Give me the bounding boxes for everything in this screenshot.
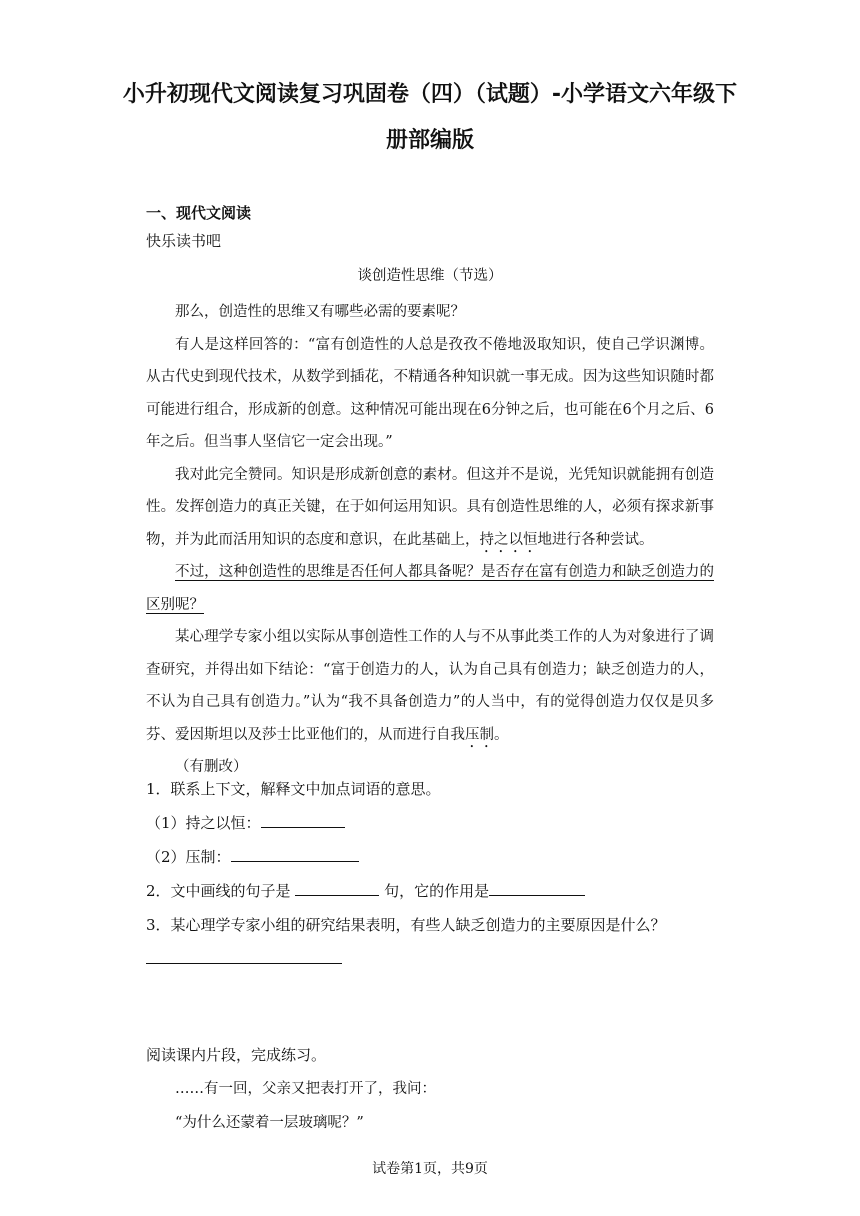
second-passage-intro: 阅读课内片段，完成练习。 [146, 1046, 327, 1064]
article-paragraph-4 [146, 556, 714, 621]
answer-blank-1-1[interactable] [261, 809, 345, 828]
edit-note: （有删改） [175, 759, 248, 775]
question-3: 3．某心理学专家小组的研究结果表明，有些人缺乏创造力的主要原因是什么？ [146, 916, 666, 934]
article-paragraph-2: 有人是这样回答的：“富有创造性的人总是孜孜不倦地汲取知识，使自己学识渊博。从古代史到现代技术，从数学到插花，不精通各种知识就一事无成。因为这些知识随时都可能进行组合，形成新的创意。这种情况可能出现在6分钟之后，也可能在6个月之后、6年之后。但当事人坚信它一定会出现。” [146, 336, 714, 450]
dotted-word-suppress: 压制 [465, 726, 494, 743]
answer-blank-2b[interactable] [489, 877, 585, 896]
question-1-2 [146, 840, 714, 874]
paragraph-text: 。 [494, 726, 509, 743]
question-1-2-label: （2）压制： [146, 848, 231, 866]
article-paragraph-1: 那么，创造性的思维又有哪些必需的要素呢？ [175, 304, 465, 320]
page-footer: 试卷第1页，共9页 [372, 1161, 488, 1177]
answer-blank-3[interactable] [146, 945, 342, 964]
article-body [146, 296, 714, 784]
question-2-text-b: 句，它的作用是 [384, 882, 490, 900]
answer-blank-2a[interactable] [295, 877, 379, 896]
question-2-text-a: 2．文中画线的句子是 [146, 882, 291, 900]
answer-line-3 [146, 942, 714, 976]
underlined-sentence: 不过，这种创造性的思维是否任何人都具备呢？是否存在富有创造力和缺乏创造力的区别呢？ [146, 564, 714, 613]
question-1-1-label: （1）持之以恒： [146, 814, 261, 832]
passage-source: 快乐读书吧 [146, 232, 222, 250]
second-passage [146, 1038, 714, 1140]
paragraph-text: 地进行各种尝试。 [537, 531, 654, 548]
questions [146, 772, 714, 976]
second-passage-paragraph-2: “为什么还蒙着一层玻璃呢？” [175, 1115, 364, 1131]
dotted-word-persevere: 持之以恒 [479, 531, 538, 548]
question-1: 1．联系上下文，解释文中加点词语的意思。 [146, 780, 441, 798]
paragraph-text: 我对此完全赞同。知识是形成新创意的素材。但这并不是说，光凭知识就能拥有创造性。发挥创造力的真正关键，在于如何运用知识。具有创造性思维的人，必须有探求新事物，并为此而活用知识的态度和意识，在此基础上， [146, 466, 714, 548]
paragraph-text: 某心理学专家小组以实际从事创造性工作的人与不从事此类工作的人为对象进行了调查研究，并得出如下结论：“富于创造力的人，认为自己具有创造力；缺乏创造力的人，不认为自己具有创造力。”认为“我不具备创造力”的人当中，有的觉得创造力仅仅是贝多芬、爱因斯坦以及莎士比亚他们的，从而进行自我 [146, 629, 714, 743]
article-paragraph-3 [146, 459, 714, 557]
question-2 [146, 874, 714, 908]
article-paragraph-5 [146, 621, 714, 751]
second-passage-paragraph-1: ……有一回，父亲又把表打开了，我问： [175, 1081, 436, 1097]
answer-blank-1-2[interactable] [231, 843, 359, 862]
section-heading: 一、现代文阅读 [146, 204, 252, 222]
article-title: 谈创造性思维（节选） [357, 268, 503, 284]
question-1-1 [146, 806, 714, 840]
page-title: 小升初现代文阅读复习巩固卷（四）（试题）-小学语文六年级下册部编版 [122, 82, 738, 153]
